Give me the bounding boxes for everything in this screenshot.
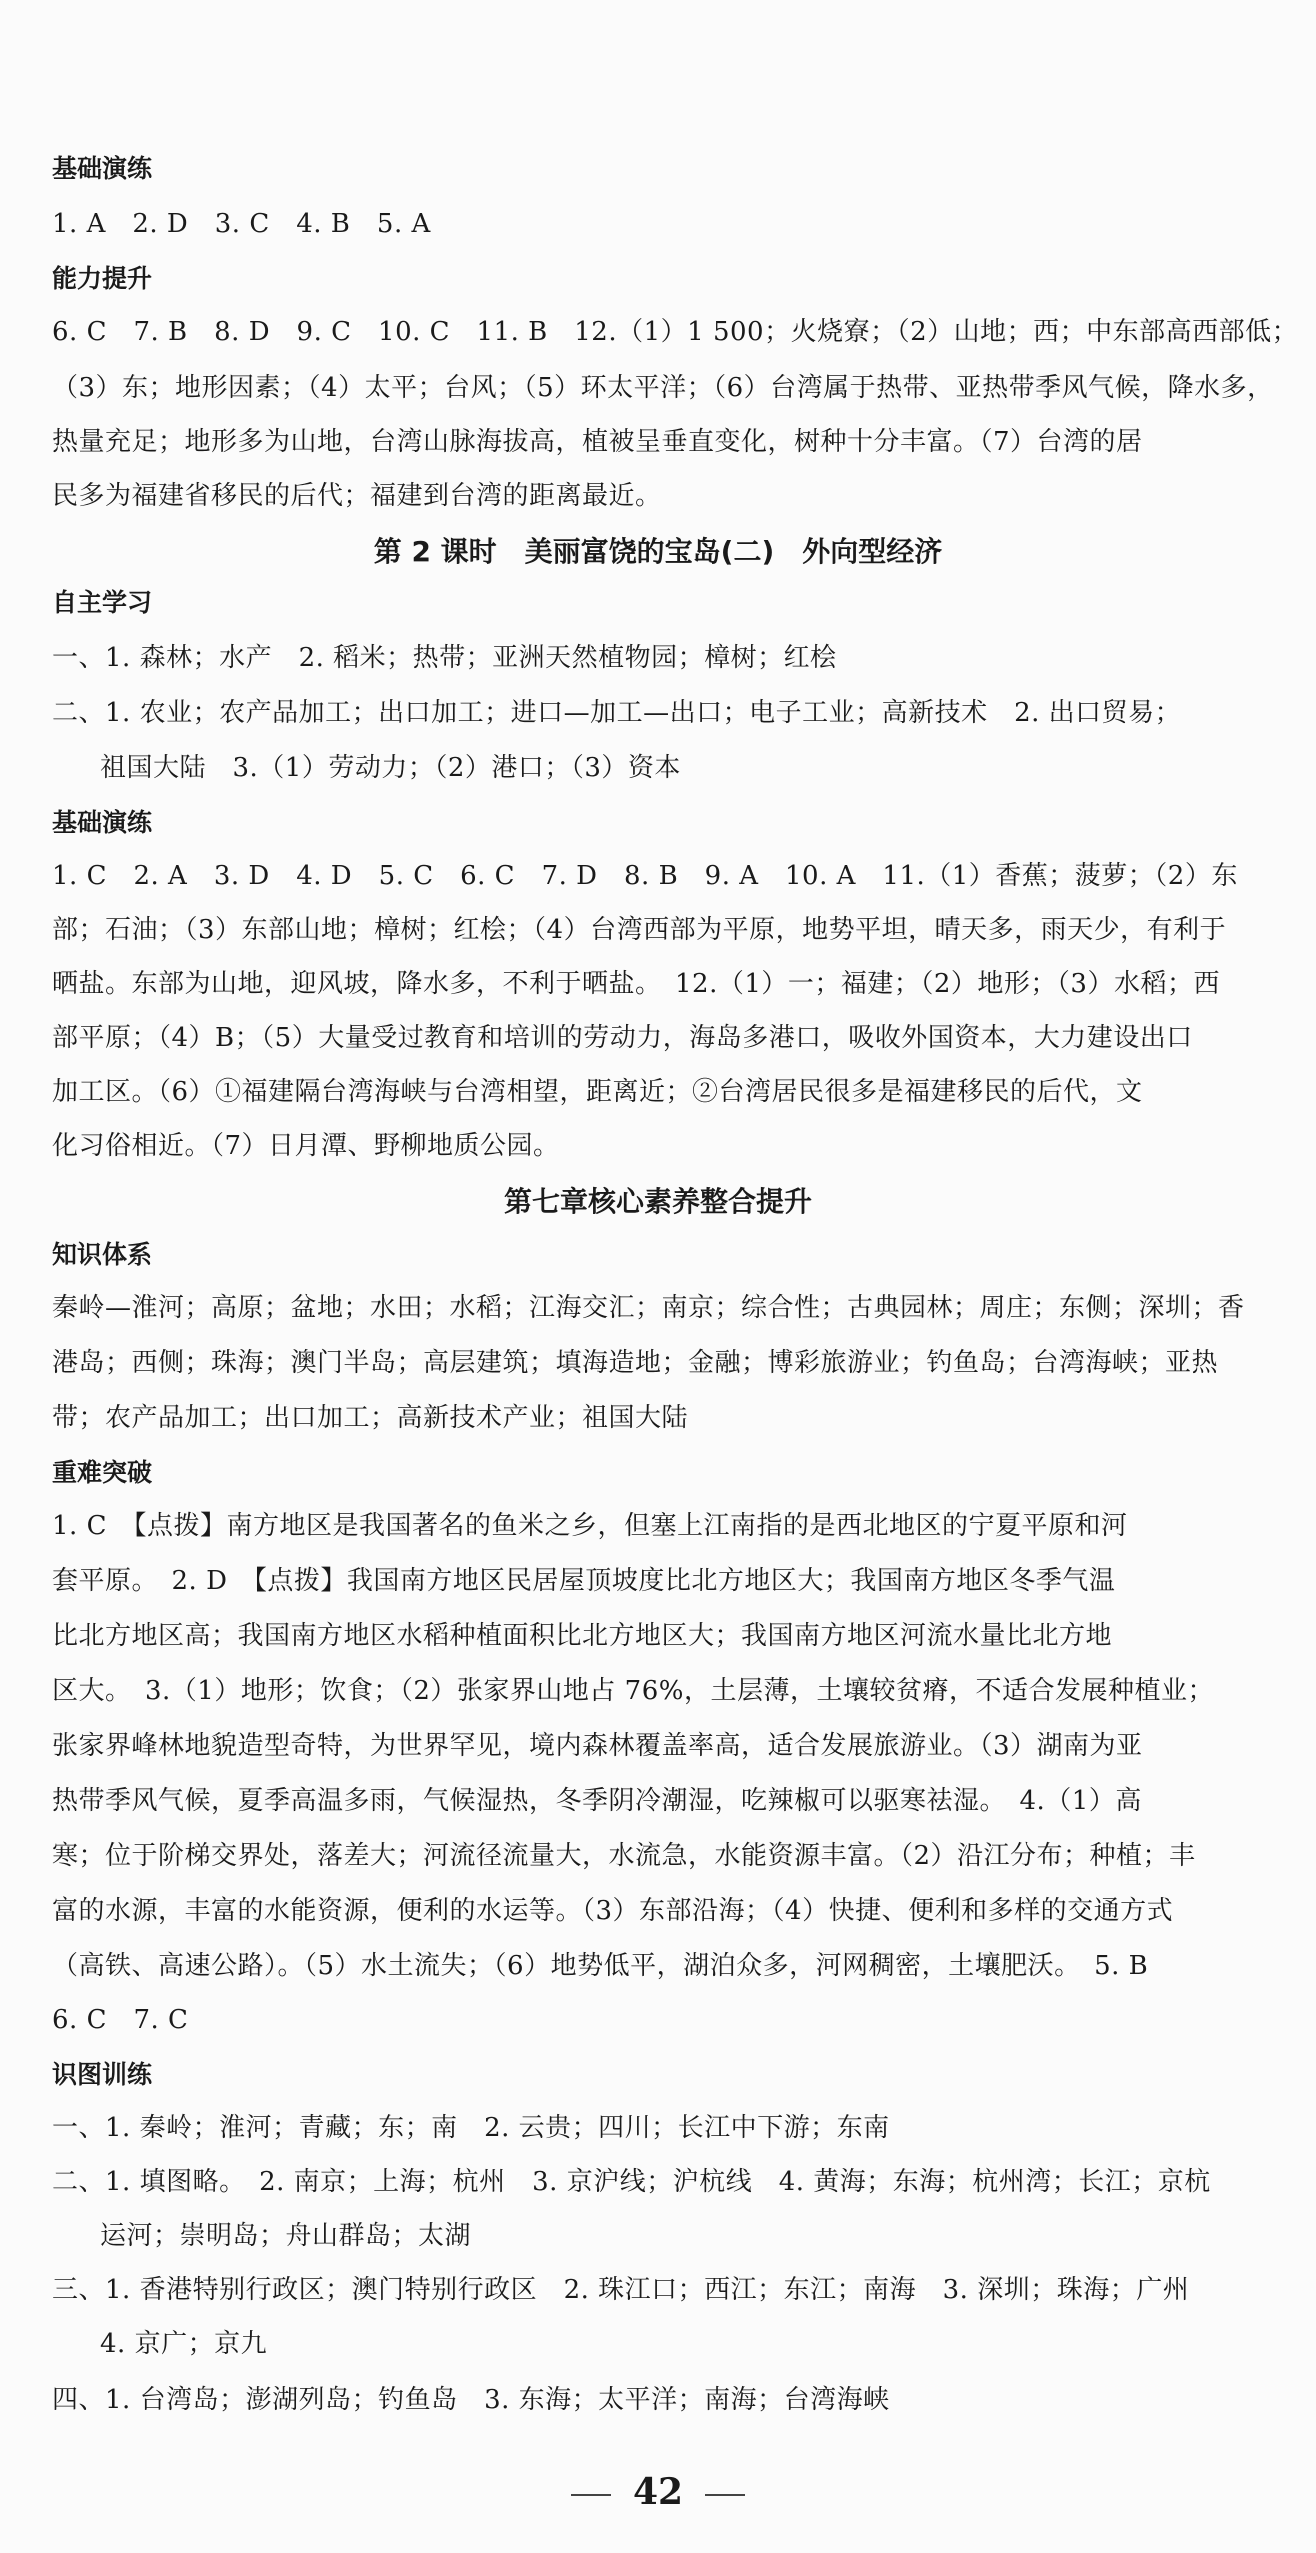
answer-line: （3）东；地形因素；（4）太平；台风；（5）环太平洋；（6）台湾属于热带、亚热带季风气候，降水多，: [52, 373, 1274, 403]
answer-line: 部；石油；（3）东部山地；樟树；红桧；（4）台湾西部为平原，地势平坦，晴天多，雨天少，有利于: [52, 915, 1227, 945]
answer-line: 6. C 7. B 8. D 9. C 10. C 11. B 12.（1）1 500；火烧寮；（2）山地；西；中东部高西部低；: [52, 317, 1299, 347]
answer-line: 晒盐。东部为山地，迎风坡，降水多，不利于晒盐。 12.（1）一；福建；（2）地形；（3）水稻；西: [52, 969, 1220, 999]
answer-line: 比北方地区高；我国南方地区水稻种植面积比北方地区大；我国南方地区河流水量比北方地: [52, 1621, 1113, 1651]
answer-line: 一、1. 森林；水产 2. 稻米；热带；亚洲天然植物园；樟树；红桧: [52, 643, 837, 673]
answer-line: 4. 京广；京九: [100, 2329, 268, 2359]
answer-line: 1. C 【点拨】南方地区是我国著名的鱼米之乡，但塞上江南指的是西北地区的宁夏平原和河: [52, 1511, 1128, 1541]
answer-line: 张家界峰林地貌造型奇特，为世界罕见，境内森林覆盖率高，适合发展旅游业。（3）湖南为亚: [52, 1731, 1143, 1761]
lesson-title: 第 2 课时 美丽富饶的宝岛(二) 外向型经济: [373, 535, 943, 568]
page-footer: [0, 2470, 1316, 2514]
section-heading: 重难突破: [52, 1458, 153, 1487]
answer-line: 秦岭—淮河；高原；盆地；水田；水稻；江海交汇；南京；综合性；古典园林；周庄；东侧；深圳；香: [52, 1293, 1245, 1323]
answer-line: 1. A 2. D 3. C 4. B 5. A: [52, 209, 431, 239]
section-heading: 知识体系: [52, 1240, 153, 1269]
footer-dash-right: [705, 2494, 745, 2496]
answer-line: 1. C 2. A 3. D 4. D 5. C 6. C 7. D 8. B 9. A 10. A 11.（1）香蕉；菠萝；（2）东: [52, 861, 1238, 891]
section-heading: 自主学习: [52, 588, 153, 617]
footer-dash-left: [571, 2494, 611, 2496]
answer-line: 港岛；西侧；珠海；澳门半岛；高层建筑；填海造地；金融；博彩旅游业；钓鱼岛；台湾海峡；亚热: [52, 1348, 1219, 1378]
answer-line: 6. C 7. C: [52, 2005, 189, 2035]
page-number: 42: [632, 2471, 684, 2513]
answer-line: 热带季风气候，夏季高温多雨，气候湿热，冬季阴冷潮湿，吃辣椒可以驱寒祛湿。 4.（1）高: [52, 1786, 1142, 1816]
answer-line: 带；农产品加工；出口加工；高新技术产业；祖国大陆: [52, 1403, 689, 1433]
answer-line: 化习俗相近。（7）日月潭、野柳地质公园。: [52, 1131, 560, 1161]
answer-line: （高铁、高速公路）。（5）水土流失；（6）地势低平，湖泊众多，河网稠密，土壤肥沃。 5. B: [52, 1951, 1149, 1981]
section-heading: 基础演练: [52, 154, 153, 183]
answer-line: 运河；崇明岛；舟山群岛；太湖: [100, 2221, 472, 2251]
answer-line: 寒；位于阶梯交界处，落差大；河流径流量大，水流急，水能资源丰富。（2）沿江分布；种植；丰: [52, 1841, 1196, 1871]
answer-line: 套平原。 2. D 【点拨】我国南方地区民居屋顶坡度比北方地区大；我国南方地区冬季气温: [52, 1566, 1116, 1596]
answer-line: 加工区。（6）①福建隔台湾海峡与台湾相望，距离近；②台湾居民很多是福建移民的后代，文: [52, 1077, 1143, 1107]
answer-line: 区大。 3.（1）地形；饮食；（2）张家界山地占 76%，土层薄，土壤较贫瘠，不适合发展种植业；: [52, 1676, 1214, 1706]
chapter-title: 第七章核心素养整合提升: [503, 1185, 812, 1218]
section-heading: 基础演练: [52, 808, 153, 837]
answer-line: 一、1. 秦岭；淮河；青藏；东；南 2. 云贵；四川；长江中下游；东南: [52, 2113, 890, 2143]
answer-line: 二、1. 填图略。 2. 南京；上海；杭州 3. 京沪线；沪杭线 4. 黄海；东海；杭州湾；长江；京杭: [52, 2167, 1211, 2197]
answer-line: 热量充足；地形多为山地，台湾山脉海拔高，植被呈垂直变化，树种十分丰富。（7）台湾的居: [52, 427, 1143, 457]
section-heading: 能力提升: [52, 264, 153, 293]
answer-line: 三、1. 香港特别行政区；澳门特别行政区 2. 珠江口；西江；东江；南海 3. 深圳；珠海；广州: [52, 2275, 1190, 2305]
answer-line: 祖国大陆 3.（1）劳动力；（2）港口；（3）资本: [100, 753, 681, 783]
answer-line: 富的水源，丰富的水能资源，便利的水运等。（3）东部沿海；（4）快捷、便利和多样的交通方式: [52, 1896, 1174, 1926]
answer-line: 部平原；（4）B；（5）大量受过教育和培训的劳动力，海岛多港口，吸收外国资本，大力建设出口: [52, 1023, 1193, 1053]
section-heading: 识图训练: [52, 2060, 153, 2089]
answer-line: 民多为福建省移民的后代；福建到台湾的距离最近。: [52, 481, 662, 511]
answer-line: 二、1. 农业；农产品加工；出口加工；进口—加工—出口；电子工业；高新技术 2. 出口贸易；: [52, 698, 1182, 728]
answer-line: 四、1. 台湾岛；澎湖列岛；钓鱼岛 3. 东海；太平洋；南海；台湾海峡: [52, 2385, 890, 2415]
